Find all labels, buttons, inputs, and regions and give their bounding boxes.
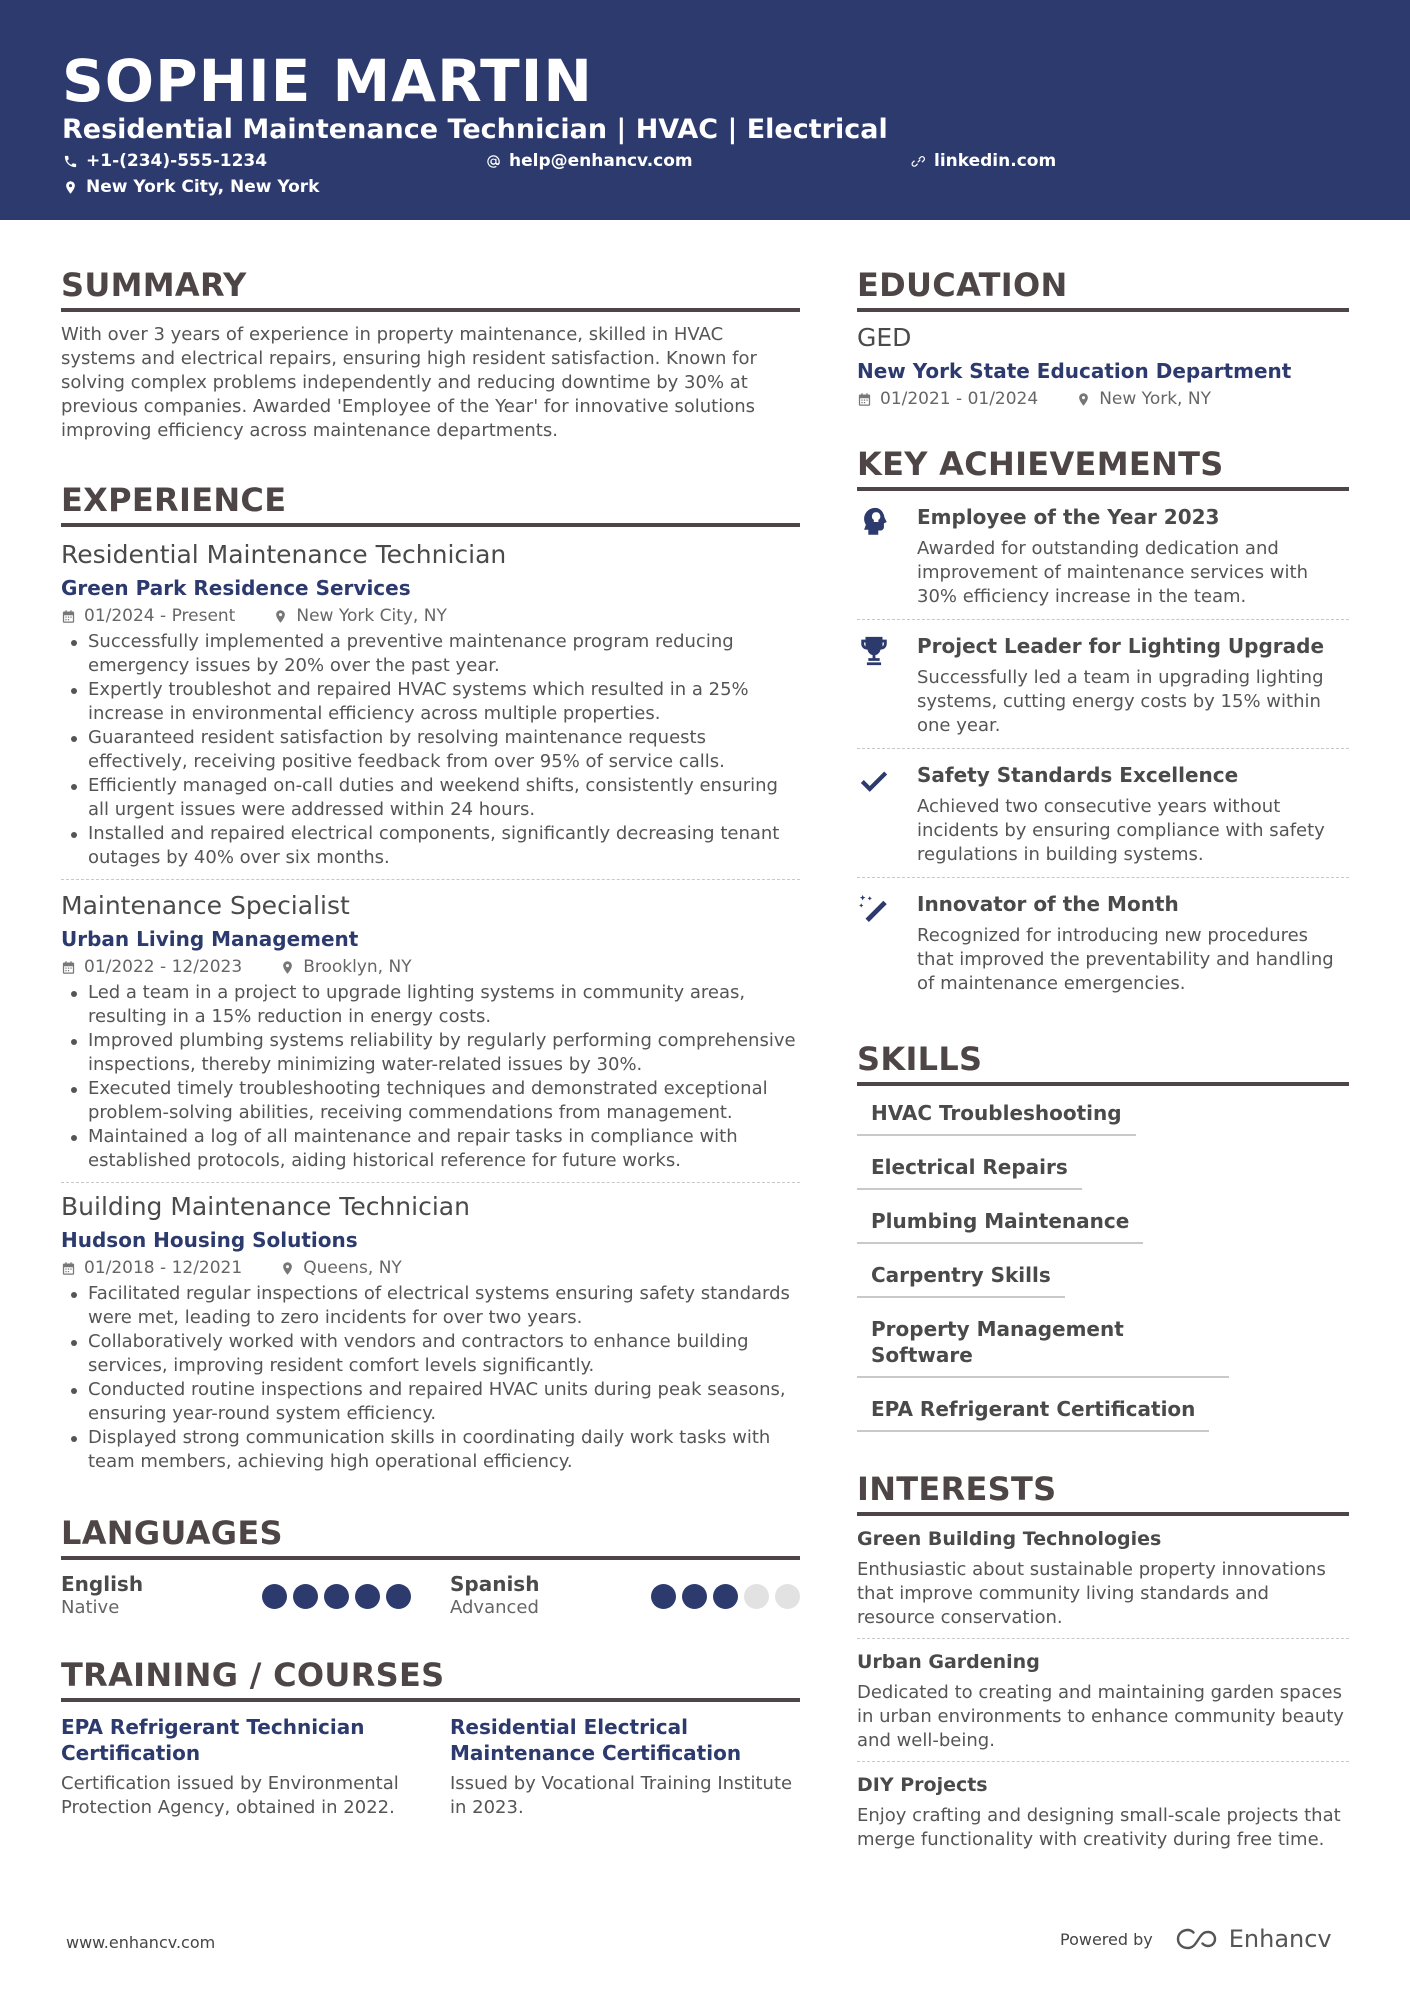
training-heading: TRAINING / COURSES [61,1652,800,1702]
job-entry [61,527,800,880]
rating-dot-filled [682,1584,707,1609]
skills-list [857,1100,1349,1432]
job-dates: 01/2024 - Present [84,606,236,626]
job-entry [61,1183,800,1474]
bullet-item: Maintained a log of all maintenance and repair tasks in compliance with established protocols, aiding historical reference for future works. [61,1125,800,1173]
course-description: Issued by Vocational Training Institute in 2023. [450,1773,793,1818]
language-item [61,1572,411,1620]
skill-tag: EPA Refrigerant Certification [857,1396,1209,1432]
linkedin-contact[interactable] [911,150,1056,172]
enhancv-logo-icon [1175,1926,1221,1952]
language-name: English [61,1572,144,1596]
education-meta [857,387,1349,411]
interest-title: Urban Gardening [857,1651,1040,1673]
achievement-title: Safety Standards Excellence [917,763,1239,787]
candidate-name: SOPHIE MARTIN [62,47,593,115]
course-description: Certification issued by Environmental Protection Agency, obtained in 2022. [61,1773,399,1818]
job-meta [61,955,800,979]
course-title: Residential Electrical Maintenance Certification [450,1715,742,1765]
calendar-icon [61,1261,76,1276]
interest-description: Enjoy crafting and designing small-scale projects that merge functionality with creativity during free time. [857,1805,1341,1850]
footer-website[interactable]: www.enhancv.com [66,1933,216,1952]
magic-wand-icon [857,892,891,926]
rating-dot-filled [386,1584,411,1609]
calendar-icon [61,960,76,975]
powered-by-text: Powered by [1060,1929,1153,1949]
job-title: Maintenance Specialist [61,891,350,920]
interests-heading: INTERESTS [857,1466,1349,1516]
job-meta [61,1256,800,1280]
achievement-description: Achieved two consecutive years without incidents by ensuring compliance with safety regulations in building systems. [917,796,1325,865]
phone-icon [63,154,78,169]
language-rating [651,1584,800,1609]
map-pin-icon [280,960,295,975]
skills-section [857,1036,1349,1432]
skills-heading: SKILLS [857,1036,1349,1086]
company-name: Urban Living Management [61,927,359,951]
head-lightbulb-icon [857,505,891,539]
map-pin-icon [63,180,78,195]
achievement-item [857,878,1349,1006]
interest-item [857,1639,1349,1762]
skill-tag: Plumbing Maintenance [857,1208,1143,1244]
education-heading: EDUCATION [857,262,1349,312]
interest-title: Green Building Technologies [857,1528,1162,1550]
rating-dot-filled [651,1584,676,1609]
brand-name: Enhancv [1228,1925,1332,1953]
email-text: help@enhancv.com [509,151,693,171]
course-item [61,1714,411,1820]
achievement-description: Successfully led a team in upgrading lighting systems, cutting energy costs by 15% within one year. [917,667,1324,736]
candidate-title: Residential Maintenance Technician | HVAC | Electrical [62,114,888,145]
course-item [450,1714,800,1820]
achievements-heading: KEY ACHIEVEMENTS [857,441,1349,491]
achievement-title: Project Leader for Lighting Upgrade [917,634,1325,658]
job-entry [61,880,800,1183]
company-name: Hudson Housing Solutions [61,1228,358,1252]
skill-tag: Electrical Repairs [857,1154,1082,1190]
language-level: Native [61,1597,120,1618]
interest-item [857,1762,1349,1852]
bullet-item: Collaboratively worked with vendors and contractors to enhance building services, improving resident comfort levels significantly. [61,1330,800,1378]
education-degree: GED [857,323,912,352]
job-meta [61,604,800,628]
education-dates: 01/2021 - 01/2024 [880,389,1039,409]
at-sign-icon [486,154,501,169]
map-pin-icon [280,1261,295,1276]
job-dates: 01/2018 - 12/2021 [84,1258,243,1278]
job-location: Brooklyn, NY [303,957,412,977]
achievement-title: Employee of the Year 2023 [917,505,1220,529]
achievement-item [857,749,1349,878]
bullet-item: Expertly troubleshot and repaired HVAC systems which resulted in a 25% increase in environmental efficiency across multiple properties. [61,678,800,726]
checkmark-icon [857,763,891,797]
rating-dot-filled [262,1584,287,1609]
achievement-title: Innovator of the Month [917,892,1179,916]
right-column [857,262,1349,1852]
interests-section [857,1466,1349,1852]
enhancv-logo[interactable] [1175,1925,1332,1953]
job-location: Queens, NY [303,1258,402,1278]
left-column [61,262,800,1820]
interest-description: Enthusiastic about sustainable property innovations that improve community living standards and resource conservation. [857,1559,1326,1628]
bullet-item: Guaranteed resident satisfaction by resolving maintenance requests effectively, receiving positive feedback from over 95% of service calls. [61,726,800,774]
achievement-item [857,491,1349,620]
language-level: Advanced [450,1597,539,1618]
bullet-item: Displayed strong communication skills in coordinating daily work tasks with team members, achieving high operational efficiency. [61,1426,800,1474]
job-bullets [61,630,800,870]
achievements-section [857,441,1349,1006]
rating-dot-empty [775,1584,800,1609]
calendar-icon [857,392,872,407]
language-item [450,1572,800,1620]
rating-dot-filled [355,1584,380,1609]
phone-contact[interactable] [63,150,267,172]
skill-tag: HVAC Troubleshooting [857,1100,1136,1136]
languages-heading: LANGUAGES [61,1510,800,1560]
bullet-item: Led a team in a project to upgrade lighting systems in community areas, resulting in a 15% reduction in energy costs. [61,981,800,1029]
map-pin-icon [1076,392,1091,407]
achievement-description: Awarded for outstanding dedication and improvement of maintenance services with 30% efficiency increase in the team. [917,538,1308,607]
languages-section [61,1510,800,1620]
linkedin-text: linkedin.com [934,151,1057,171]
company-name: Green Park Residence Services [61,576,411,600]
footer-branding [1060,1925,1332,1953]
bullet-item: Successfully implemented a preventive maintenance program reducing emergency issues by 20% over the past year. [61,630,800,678]
bullet-item: Executed timely troubleshooting techniques and demonstrated exceptional problem-solving abilities, receiving commendations from management. [61,1077,800,1125]
interest-item [857,1516,1349,1639]
experience-heading: EXPERIENCE [61,477,800,527]
trophy-icon [857,634,891,668]
summary-text: With over 3 years of experience in property maintenance, skilled in HVAC systems and electrical repairs, ensuring high resident satisfaction. Known for solving complex problems independently and reducing downtime by 30% at previous companies. Awarded 'Employee of the Year' for innovative solutions improving efficiency across maintenance departments. [61,324,757,441]
job-title: Building Maintenance Technician [61,1192,470,1221]
job-bullets [61,1282,800,1474]
phone-text: +1-(234)-555-1234 [86,151,268,171]
location-contact [63,176,319,198]
achievement-item [857,620,1349,749]
link-icon [911,154,926,169]
rating-dot-filled [713,1584,738,1609]
experience-section [61,477,800,1474]
education-section [857,262,1349,411]
job-location: New York City, NY [296,606,447,626]
interest-title: DIY Projects [857,1774,988,1796]
course-title: EPA Refrigerant Technician Certification [61,1715,365,1765]
summary-section [61,262,800,443]
skill-tag: Carpentry Skills [857,1262,1065,1298]
calendar-icon [61,609,76,624]
achievement-description: Recognized for introducing new procedures that improved the preventability and handling of maintenance emergencies. [917,925,1334,994]
resume-header [0,0,1410,220]
email-contact[interactable] [486,150,693,172]
bullet-item: Efficiently managed on-call duties and weekend shifts, consistently ensuring all urgent issues were addressed within 24 hours. [61,774,800,822]
language-name: Spanish [450,1572,540,1596]
interest-description: Dedicated to creating and maintaining garden spaces in urban environments to enhance community beauty and well-being. [857,1682,1344,1751]
language-rating [262,1584,411,1609]
job-title: Residential Maintenance Technician [61,540,507,569]
bullet-item: Facilitated regular inspections of electrical systems ensuring safety standards were met, leading to zero incidents for over two years. [61,1282,800,1330]
bullet-item: Conducted routine inspections and repaired HVAC units during peak seasons, ensuring year-round system efficiency. [61,1378,800,1426]
rating-dot-empty [744,1584,769,1609]
rating-dot-filled [324,1584,349,1609]
rating-dot-filled [293,1584,318,1609]
location-text: New York City, New York [86,177,320,197]
job-bullets [61,981,800,1173]
education-location: New York, NY [1099,389,1211,409]
job-dates: 01/2022 - 12/2023 [84,957,243,977]
summary-heading: SUMMARY [61,262,800,312]
skill-tag: Property Management Software [857,1316,1229,1378]
bullet-item: Installed and repaired electrical components, significantly decreasing tenant outages by 40% over six months. [61,822,800,870]
bullet-item: Improved plumbing systems reliability by regularly performing comprehensive inspections, thereby minimizing water-related issues by 30%. [61,1029,800,1077]
map-pin-icon [273,609,288,624]
education-school: New York State Education Department [857,359,1292,383]
training-section [61,1652,800,1820]
